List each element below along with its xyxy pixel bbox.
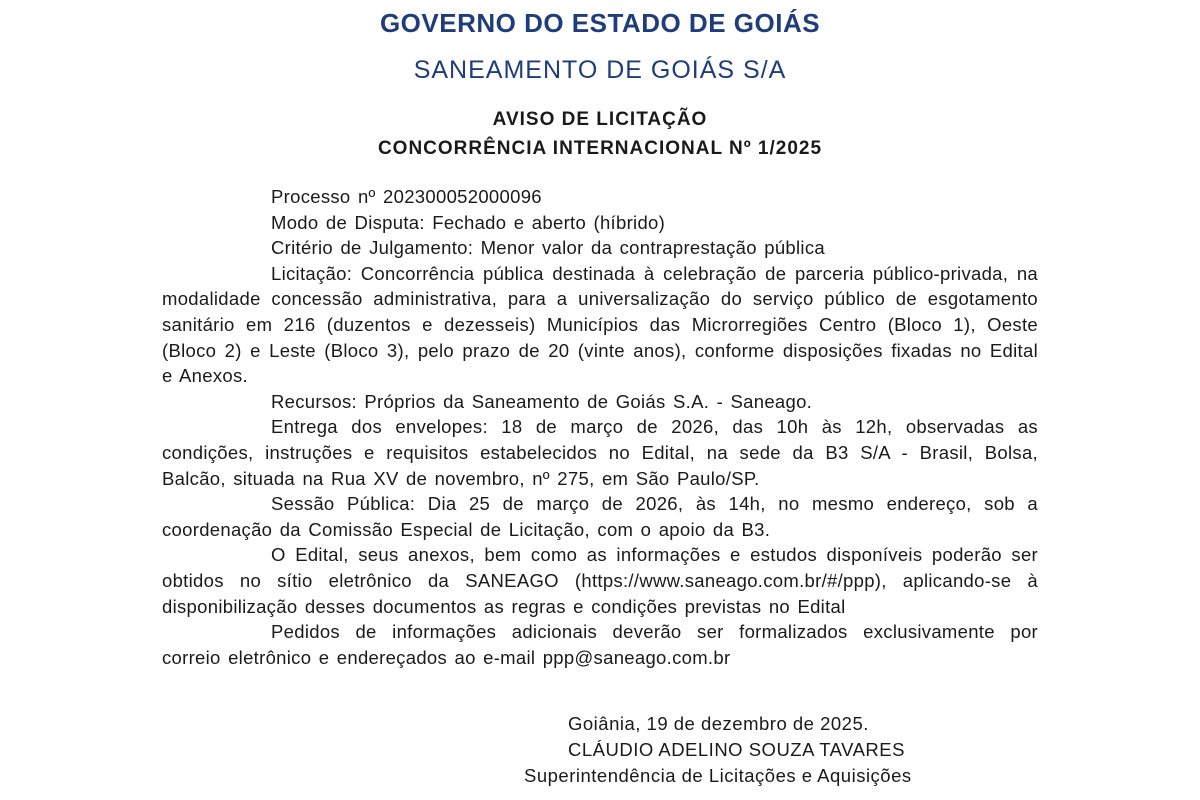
judgment-criterion: Critério de Julgamento: Menor valor da contraprestação pública bbox=[271, 237, 825, 259]
signature-block bbox=[524, 711, 984, 789]
envelope-delivery: Entrega dos envelopes: 18 de março de 2026, das 10h às 12h, observadas as condições, instruções e requisitos estabelecidos no Edital, na sede da B3 S/A - Brasil, Bolsa, Balcão, situada na Rua XV de novembro, nº 275, em São Paulo/SP. bbox=[162, 416, 1038, 489]
company-header: SANEAMENTO DE GOIÁS S/A bbox=[413, 56, 787, 84]
information-requests: Pedidos de informações adicionais deverão ser formalizados exclusivamente por correio eletrônico e endereçados ao e-mail ppp@saneago.com.br bbox=[162, 621, 1038, 668]
resources: Recursos: Próprios da Saneamento de Goiás S.A. - Saneago. bbox=[271, 390, 813, 412]
signatory-role: Superintendência de Licitações e Aquisições bbox=[524, 765, 912, 786]
public-session: Sessão Pública: Dia 25 de março de 2026, às 14h, no mesmo endereço, sob a coordenação da Comissão Especial de Licitação, com o apoio da B3. bbox=[162, 493, 1038, 540]
edital-availability: O Edital, seus anexos, bem como as informações e estudos disponíveis poderão ser obtidos no sítio eletrônico da SANEAGO (https://www.saneago.com.br/#/ppp), aplicando-se à disponibilização desses documentos as regras e condições previstas no Edital bbox=[162, 544, 1038, 617]
government-header: GOVERNO DO ESTADO DE GOIÁS bbox=[379, 8, 821, 38]
signatory-name: CLÁUDIO ADELINO SOUZA TAVARES bbox=[568, 739, 905, 760]
notice-body bbox=[162, 184, 1038, 670]
notice-subtitle: CONCORRÊNCIA INTERNACIONAL Nº 1/2025 bbox=[377, 138, 823, 159]
bidding-description: Licitação: Concorrência pública destinada à celebração de parceria público-privada, na modalidade concessão administrativa, para a universalização do serviço público de esgotamento sanitário em 216 (duzentos e dezesseis) Municípios das Microrregiões Centro (Bloco 1), Oeste (Bloco 2) e Leste (Bloco 3), pelo prazo de 20 (vinte anos), conforme disposições fixadas no Edital e Anexos. bbox=[162, 262, 1038, 387]
notice-title: AVISO DE LICITAÇÃO bbox=[492, 109, 708, 130]
process-number: Processo nº 202300052000096 bbox=[271, 186, 542, 207]
place-date: Goiânia, 19 de dezembro de 2025. bbox=[568, 713, 869, 734]
dispute-mode: Modo de Disputa: Fechado e aberto (híbrido) bbox=[271, 211, 666, 233]
